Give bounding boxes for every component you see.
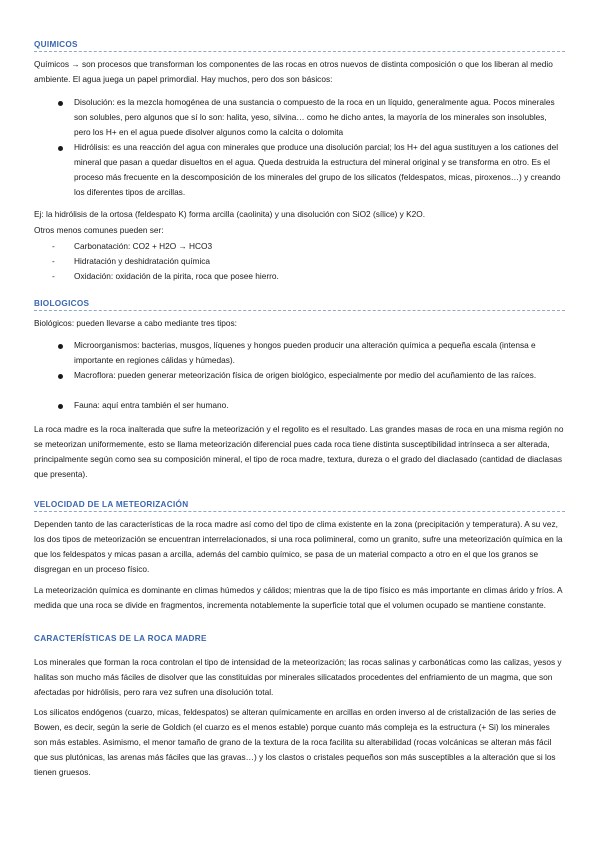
- caracteristicas-paragraph-1: Los minerales que forman la roca controlan el tipo de intensidad de la meteorización; las rocas salinas y carbonáticas como las calizas, yesos y halitas son mucho más fáciles de disolver que las constituidas por minerales silicatados procedentes del enfriamiento de un magma, que son afectadas por hidrólisis, pero rara vez sufren una disolución total.: [34, 657, 562, 697]
- caracteristicas-paragraph-2: Los silicatos endógenos (cuarzo, micas, feldespatos) se alteran químicamente en arcillas en orden inverso al de cristalización de las series de Bowen, es decir, según la serie de Goldich (el cuarzo es el menos estable) porque cuanto más compleja es la estructura (+ Si) los minerales son más estables. Asimismo, el menor tamaño de grano de la textura de la roca facilita su alterabilidad (rocas volcánicas se alteran más fácil que sus plutónicas, las arenas más fáciles que las gravas…) y los clastos o cristales pequeños son más susceptibles a la alteración que si los tienen gruesos.: [34, 707, 557, 777]
- biologicos-bullet-macroflora: Macroflora: pueden generar meteorización física de origen biológico, especialmente por medio del acuñamiento de las raíces.: [74, 370, 537, 380]
- quimicos-other-carbonatacion: Carbonatación: CO2 + H2O → HCO3: [74, 241, 213, 251]
- velocidad-paragraph-1: Dependen tanto de las características de la roca madre así como del tipo de clima existente en la zona (precipitación y temperatura). A su vez, los dos tipos de meteorización se encuentran interrelacionados, si una roca polimineral, como un granito, sufre una meteorización química en la que los feldespatos y micas pasan a arcilla, además del cambio químico, se pasa de un material compacto a otro en el que los granos se disgregan en un proceso físico.: [34, 519, 563, 574]
- section-heading-quimicos: QUIMICOS: [34, 40, 565, 52]
- biologicos-paragraph: La roca madre es la roca inalterada que sufre la meteorización y el regolito es el resultado. Las grandes masas de roca en una misma región no se meteorizan uniformemente, esto se llama meteorización diferencial pues cada roca tiene distinta susceptibilidad intrínseca a ser alterada, principalmente según como sea su composición mineral, el tipo de roca madre, textura, dureza o el grado del diaclasado (cantidad de diaclasas que presenta).: [34, 424, 564, 479]
- dash-marker: -: [52, 256, 55, 266]
- quimicos-bullet-hidrolisis: Hidrólisis: es una reacción del agua con minerales que produce una disolución parcial; los H+ del agua sustituyen a los cationes del mineral que pasan a quedar disueltos en el agua. Queda destruida la estructura del mineral original y se transforma en otro. Es el proceso más frecuente en la descomposición de los minerales del grupo de los silicatos (feldespatos, micas, piroxenos…) y creando los diferentes tipos de arcillas.: [74, 142, 561, 197]
- biologicos-bullet-fauna: Fauna: aquí entra también el ser humano.: [74, 400, 229, 410]
- quimicos-others-intro: Otros menos comunes pueden ser:: [34, 225, 164, 235]
- biologicos-bullet-microorganismos: Microorganismos: bacterias, musgos, líquenes y hongos pueden producir una alteración química a pequeña escala (intensa e importante en regiones cálidas y húmedas).: [74, 340, 536, 365]
- section-heading-velocidad: VELOCIDAD DE LA METEORIZACIÓN: [34, 500, 565, 512]
- quimicos-example: Ej: la hidrólisis de la ortosa (feldespato K) forma arcilla (caolinita) y una disolución con SiO2 (sílice) y K2O.: [34, 209, 426, 219]
- quimicos-other-hidratacion: Hidratación y deshidratación química: [74, 256, 211, 266]
- dash-marker: -: [52, 271, 55, 281]
- biologicos-intro: Biológicos: pueden llevarse a cabo mediante tres tipos:: [34, 318, 237, 328]
- bullet-icon: [58, 146, 63, 151]
- bullet-icon: [58, 101, 63, 106]
- quimicos-bullet-disolucion: Disolución: es la mezcla homogénea de una sustancia o compuesto de la roca en un líquido, generalmente agua. Pocos minerales son solubles, pero algunos que sí lo son: halita, yeso, silvina… como he dicho antes, la mayoría de los minerales son insolubles, pero los H+ en el agua puede disolver algunos como la calcita o dolomita: [74, 97, 555, 137]
- bullet-icon: [58, 344, 63, 349]
- section-heading-caracteristicas: CARACTERÍSTICAS DE LA ROCA MADRE: [34, 634, 207, 643]
- section-heading-biologicos: BIOLOGICOS: [34, 299, 565, 311]
- velocidad-paragraph-2: La meteorización química es dominante en climas húmedos y cálidos; mientras que la de tipo físico es más importante en climas árido y fríos. A medida que una roca se divide en fragmentos, incrementa notablemente la superficie total que el volumen ocupado se mantiene constante.: [34, 585, 563, 610]
- bullet-icon: [58, 404, 63, 409]
- bullet-icon: [58, 374, 63, 379]
- quimicos-intro: Químicos → son procesos que transforman los componentes de las rocas en otros nuevos de distinta composición o que los liberan al medio ambiente. El agua juega un papel primordial. Hay muchos, pero dos son básicos:: [34, 59, 553, 84]
- dash-marker: -: [52, 241, 55, 251]
- quimicos-other-oxidacion: Oxidación: oxidación de la pirita, roca que posee hierro.: [74, 271, 279, 281]
